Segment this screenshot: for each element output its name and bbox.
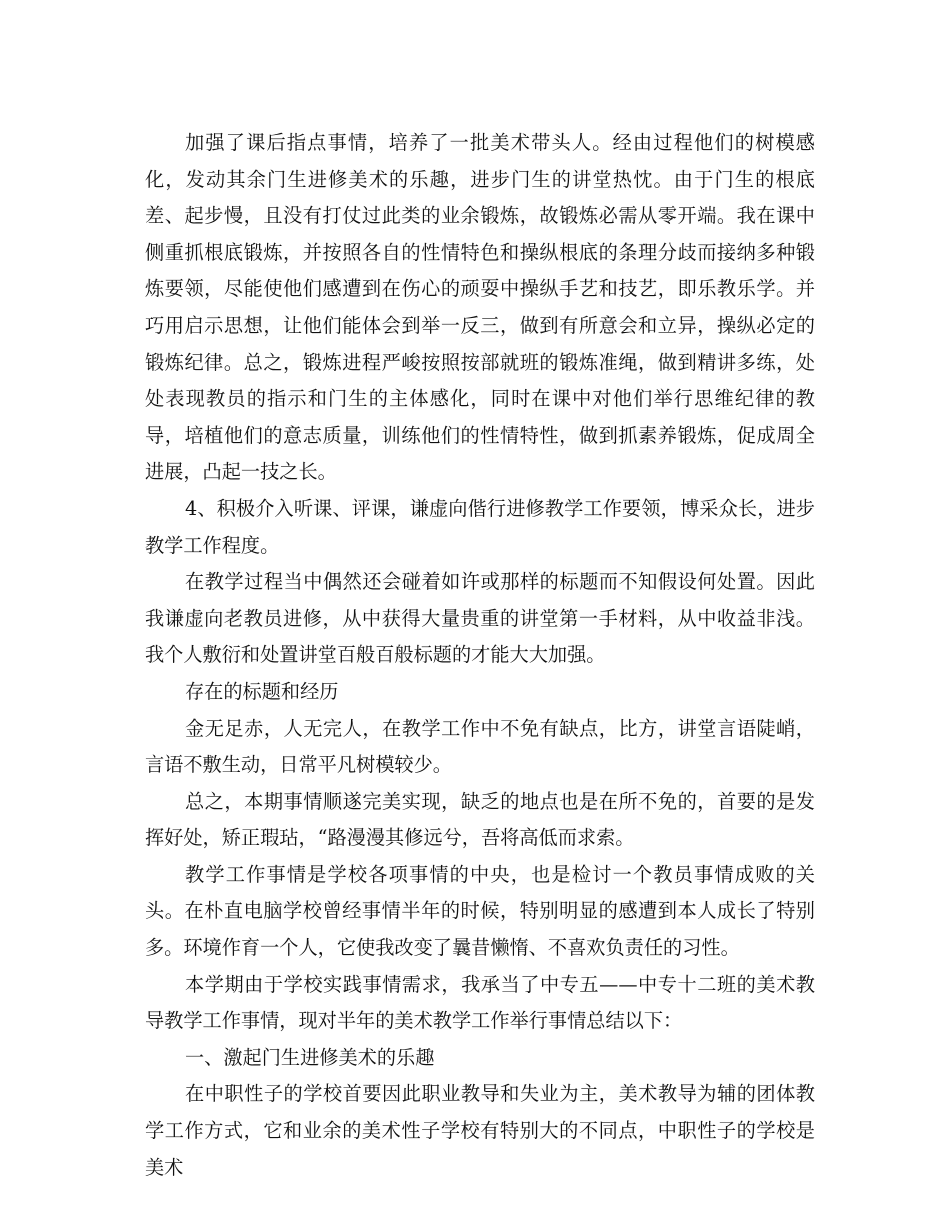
paragraph-summary: 总之，本期事情顺遂完美实现，缺乏的地点也是在所不免的，首要的是发挥好处，矫正瑕玷，“路漫漫其修远兮，吾将高低而求索。 (145, 789, 815, 850)
paragraph-training: 加强了课后指点事情，培养了一批美术带头人。经由过程他们的树模感化，发动其余门生进修美术的乐趣，进步门生的讲堂热忱。由于门生的根底差、起步慢，且没有打仗过此类的业余锻炼，故锻炼必需从零开端。我在课中侧重抓根底锻炼，并按照各自的性情特色和操纵根底的条理分歧而接纳多种锻炼要领，尽能使他们感遭到在伤心的顽耍中操纵手艺和技艺，即乐教乐学。并巧用启示思想，让他们能体会到举一反三，做到有所意会和立异，操纵必定的锻炼纪律。总之，锻炼进程严峻按照按部就班的锻炼准绳，做到精讲多练，处处表现教员的指示和门生的主体感化，同时在课中对他们举行思维纪律的教导，培植他们的意志质量，训练他们的性情特性，做到抓素养锻炼，促成周全进展，凸起一技之长。 (145, 131, 815, 484)
document-body (145, 125, 815, 1186)
paragraph-teaching-center: 教学工作事情是学校各项事情的中央，也是检讨一个教员事情成败的关头。在朴直电脑学校曾经事情半年的时候，特别明显的感遭到本人成长了特别多。环境作育一个人，它使我改变了曩昔懒惰、不喜欢负责任的习性。 (145, 862, 815, 960)
paragraph-shortcomings: 金无足赤，人无完人，在教学工作中不免有缺点，比方，讲堂言语陡峭，言语不敷生动，日常平凡树模较少。 (145, 716, 815, 777)
paragraph-learning-from-teachers: 在教学过程当中偶然还会碰着如许或那样的标题而不知假设何处置。因此我谦虚向老教员进修，从中获得大量贵重的讲堂第一手材料，从中收益非浅。我个人敷衍和处置讲堂百般百般标题的才能大大加强。 (145, 570, 815, 667)
section-heading-interest: 一、激起门生进修美术的乐趣 (185, 1045, 435, 1069)
paragraph-semester-intro: 本学期由于学校实践事情需求，我承当了中专五——中专十二班的美术教导教学工作事情，现对半年的美术教学工作举行事情总结以下： (145, 972, 815, 1033)
paragraph-lesson-observation: 4、积极介入听课、评课，谦虚向偕行进修教学工作要领，博采众长，进步教学工作程度。 (145, 496, 815, 557)
section-heading-problems: 存在的标题和经历 (185, 679, 339, 703)
paragraph-vocational-school: 在中职性子的学校首要因此职业教导和失业为主，美术教导为辅的团体教学工作方式，它和业余的美术性子学校有特别大的不同点，中职性子的学校是美术 (145, 1082, 815, 1179)
